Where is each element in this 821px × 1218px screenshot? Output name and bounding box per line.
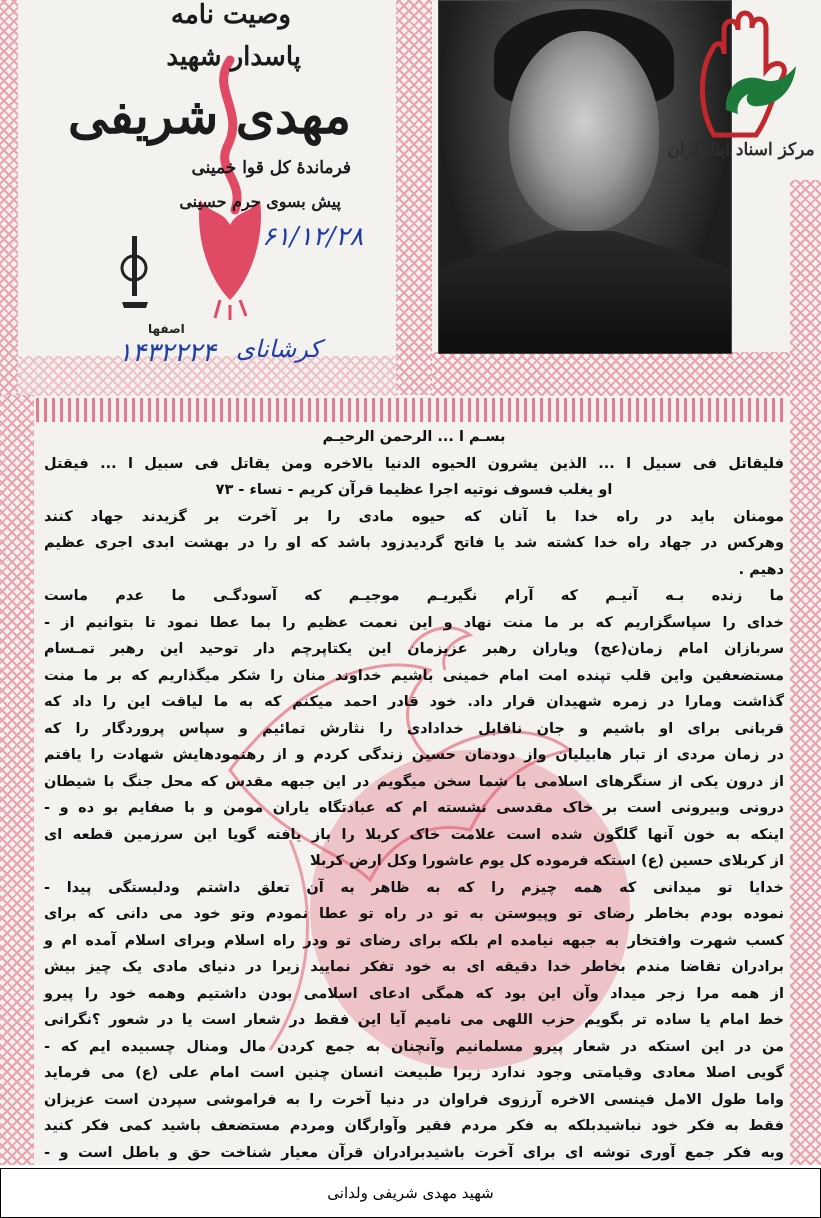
body-line: مومنان باید در راه خدا با آنان که حیوه مادی را بر آخرت بر گزیدند جهاد کنند xyxy=(44,508,784,525)
top-left-ornament xyxy=(0,0,18,395)
body-line: دهیم . xyxy=(738,561,784,578)
body-line: از کربلای حسین (ع) استکه فرموده کل یوم عاشورا وکل ارض کربلا xyxy=(309,853,784,869)
body-line: گویی اصلا معادی وقیامتی وجود ندارد زیرا طبیعت انسان چنین است امام علی (ع) می فرماید xyxy=(44,1065,784,1081)
city-label: اصفها xyxy=(148,322,185,336)
martyr-name: مهدی شریفی xyxy=(68,86,351,145)
logo-caption: مرکز اسناد ایثارگران xyxy=(667,140,815,160)
body-line: فلیقاتل فی سبیل ا ... الذین یشرون الحیوه الدنیا بالاخره ومن یقاتل فی سبیل ا ... فیقتل xyxy=(44,455,784,472)
irgc-emblem-icon xyxy=(118,232,154,312)
handwritten-date: ۶۱/۱۲/۲۸ xyxy=(262,222,364,252)
section-divider xyxy=(36,398,788,422)
body-line: سربازان امام زمان(عج) ویاران رهبر عزیزمان این یکتاپرچم دار توحید این رهبر تمـسام xyxy=(44,641,784,657)
body-line: گذاشت ومارا در زمره شهیدان قرار داد. خود قادر احمد میکنم که به ما لیاقت این را داد که xyxy=(44,694,784,710)
body-line: نموده بودم بخاطر رضای تو وپیوستن به تو در راه تو عطا نمودم وتو خود می دانی که برای xyxy=(44,906,784,922)
body-line: از همه مرا زجر میداد وآن این بود که همگی ادعای اسلامی بودن داشتیم وهمه خود را پیرو xyxy=(44,985,784,1002)
body-line: وهرکس در جهاد راه خدا کشته شد یا فاتح گردیدزود باشد که او را در بهشت ابدی اجری عظیم xyxy=(44,535,784,551)
body-line: قربانی برای او باشیم و جان ناقابل خدادادی را نثارش تمائیم و سپاس پروردگار را که xyxy=(44,720,784,737)
body-line: در زمان مردی از تبار هابیلیان واز دودمان حسین زندگی کردم و از رهنمودهایش شهادت را یافتم xyxy=(44,747,784,763)
handwritten-name: کرشانای xyxy=(236,335,321,363)
caption-bar xyxy=(0,1168,821,1218)
body-line: اینکه به خون آنها گلگون شده است علامت خاک کربلا را باز یافته گویا این سرزمین قطعه ای xyxy=(44,826,784,843)
body-line: وبه فکر جمع آوری توشه ای برای آخرت باشیدبرادران قرآن معیار شناخت حق و باطل است و - xyxy=(44,1144,784,1161)
body-line: بسـم ا ... الرحمن الرحیـم xyxy=(322,429,506,445)
body-line: او یغلب فسوف نوتیه اجرا عظیما قرآن کریم - نساء - ۷۳ xyxy=(215,482,613,498)
handwritten-number: ۱۴۳۲۲۲۴ xyxy=(118,338,216,368)
body-line: برادران تقاضا مندم بخاطر خدا دقیقه ای به خود تفکر نمایید زیرا در دنیای مادی یک چیز بیش xyxy=(44,959,784,975)
body-line: ما زنده بـه آنیـم که آرام نگیریـم موجیـم که آسودگـی ما عدم ماست xyxy=(44,588,784,604)
body-line: خط امام یا ساده تر بگویم حزب اللهی می نامیم آیا این فقط در شعار است یا در شعور ؟نگرانی xyxy=(44,1012,784,1028)
body-line: از درون یکی از سنگرهای اسلامی با شما سخن میگویم در این جبهه مقدس که محل جنگ با شیطان xyxy=(44,773,784,790)
body-line: کسب شهرت وافتخار به جبهه نیامده ام بلکه برای رضای تو ودر راه اسلام وبرای اسلام آمده ام و xyxy=(44,932,784,949)
subtitle-line: پیش بسوی حرم حسینی xyxy=(179,192,341,211)
title-will: وصیت نامه xyxy=(170,0,291,30)
body-line: خدای را سپاسگزاریم که بر ما منت نهاد و این نعمت عظیم را بما عطا نمود تا بتوانیم از - xyxy=(44,614,784,631)
photo-bottom-ornament xyxy=(432,352,790,396)
right-ornament-strip xyxy=(790,180,821,1165)
body-line: مستضعفین واین قلب تپنده امت امام خمینی باشیم خداوند منان را شکر میگذاریم که بر ما منت xyxy=(44,667,784,684)
body-line: من در این استکه در شعار پیرو مسلمانیم وآنچنان به جمع کردن مال ومنال چسبیده ایم که - xyxy=(44,1038,784,1055)
title-guard-martyr: پاسدار شهید xyxy=(166,42,301,72)
commander-line: فرماندهٔ کل قوا خمینی xyxy=(191,158,351,178)
body-line: واما طول الامل فینسی الاخره آرزوی فراوان در دنیا آخرت را به فراموشی سپردن است عزیزان xyxy=(44,1091,784,1108)
photo-face xyxy=(509,31,659,231)
body-line: فقط به فکر خود نباشیدبلکه به فکر مردم فقیر وآوارگان ومردم مستضعف باشید کمی فکر کنید xyxy=(44,1118,784,1134)
body-line: درونی وبیرونی است بر خاک مقدسی نشسته ام که عبادتگاه یاران مومن و با صفایم بو ده و - xyxy=(44,800,784,816)
caption-text: شهید مهدی شریفی ولدانی xyxy=(327,1184,494,1202)
will-body-text xyxy=(44,424,784,1193)
center-ornament-strip xyxy=(396,0,432,395)
body-line: خدایا تو میدانی که همه چیزم را که به ظاهر به آن تعلق داشتم ودلبستگی پیدا - xyxy=(44,879,784,896)
photo-jacket xyxy=(439,231,731,353)
left-ornament-strip xyxy=(0,395,34,1165)
